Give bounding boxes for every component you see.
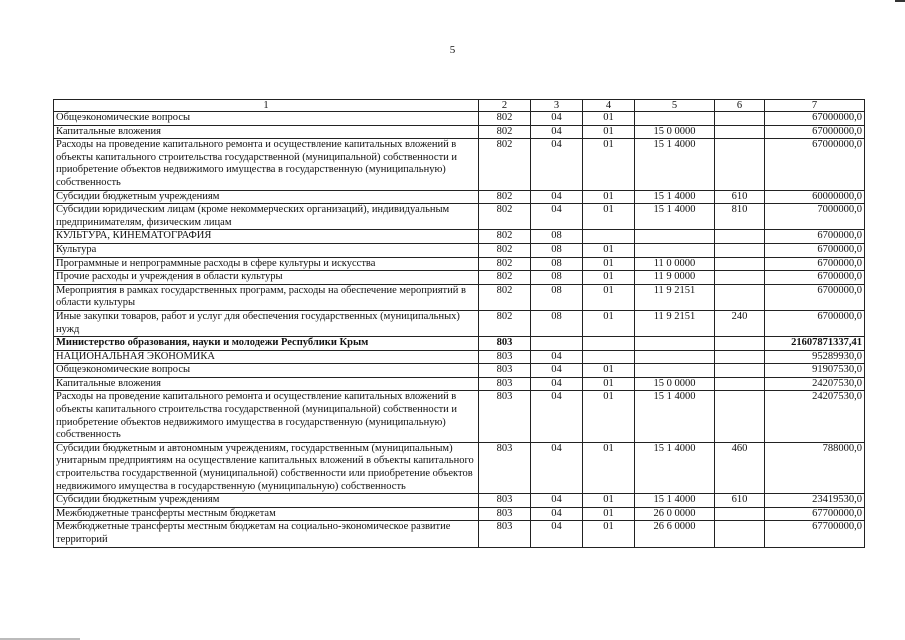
row-name-cell: Капитальные вложения xyxy=(54,125,479,139)
row-csr-cell: 15 0 0000 xyxy=(635,377,715,391)
row-vr-cell: 610 xyxy=(715,190,765,204)
row-csr-cell: 15 0 0000 xyxy=(635,125,715,139)
row-sum-cell: 6700000,0 xyxy=(765,310,865,336)
row-vr-cell xyxy=(715,507,765,521)
row-razdel-cell: 04 xyxy=(531,204,583,230)
table-row xyxy=(54,442,865,493)
row-razdel-cell: 04 xyxy=(531,190,583,204)
row-vr-cell: 810 xyxy=(715,204,765,230)
row-podrazdel-cell: 01 xyxy=(583,271,635,285)
budget-table xyxy=(53,99,865,548)
row-vedom-cell: 802 xyxy=(479,204,531,230)
row-vr-cell xyxy=(715,230,765,244)
row-vr-cell: 240 xyxy=(715,310,765,336)
row-podrazdel-cell: 01 xyxy=(583,112,635,126)
row-podrazdel-cell xyxy=(583,230,635,244)
row-razdel-cell: 04 xyxy=(531,364,583,378)
table-row xyxy=(54,377,865,391)
row-vedom-cell: 802 xyxy=(479,112,531,126)
row-podrazdel-cell: 01 xyxy=(583,125,635,139)
row-vedom-cell: 803 xyxy=(479,377,531,391)
row-vedom-cell: 802 xyxy=(479,257,531,271)
row-razdel-cell: 08 xyxy=(531,243,583,257)
row-csr-cell: 15 1 4000 xyxy=(635,391,715,442)
row-csr-cell: 11 9 2151 xyxy=(635,310,715,336)
row-vr-cell xyxy=(715,243,765,257)
row-csr-cell: 15 1 4000 xyxy=(635,204,715,230)
row-name-cell: Субсидии бюджетным учреждениям xyxy=(54,494,479,508)
row-sum-cell: 6700000,0 xyxy=(765,257,865,271)
row-name-cell: Программные и непрограммные расходы в сфере культуры и искусства xyxy=(54,257,479,271)
row-vedom-cell: 802 xyxy=(479,310,531,336)
row-sum-cell: 6700000,0 xyxy=(765,230,865,244)
table-row xyxy=(54,243,865,257)
row-vr-cell: 610 xyxy=(715,494,765,508)
row-vr-cell xyxy=(715,377,765,391)
row-name-cell: Межбюджетные трансферты местным бюджетам xyxy=(54,507,479,521)
row-vr-cell xyxy=(715,139,765,190)
scan-edge-mark xyxy=(895,0,905,2)
table-row xyxy=(54,139,865,190)
row-sum-cell: 6700000,0 xyxy=(765,284,865,310)
header-cell-6: 6 xyxy=(715,100,765,112)
table-row xyxy=(54,190,865,204)
row-podrazdel-cell xyxy=(583,337,635,351)
row-vedom-cell: 803 xyxy=(479,442,531,493)
row-razdel-cell: 04 xyxy=(531,442,583,493)
row-name-cell: Расходы на проведение капитального ремонта и осуществление капитальных вложений в объекты капитального строительства государственной (муниципальной) собственности и приобретение объектов недвижимого имущества в государственную (муниципальную) собственность xyxy=(54,139,479,190)
row-razdel-cell: 04 xyxy=(531,391,583,442)
row-razdel-cell: 04 xyxy=(531,494,583,508)
row-podrazdel-cell: 01 xyxy=(583,310,635,336)
row-vr-cell xyxy=(715,350,765,364)
header-cell-2: 2 xyxy=(479,100,531,112)
table-row xyxy=(54,521,865,547)
row-vedom-cell: 803 xyxy=(479,391,531,442)
budget-table-body xyxy=(54,100,865,548)
row-podrazdel-cell: 01 xyxy=(583,521,635,547)
row-name-cell: Субсидии юридическим лицам (кроме некоммерческих организаций), индивидуальным предпринимателям, физическим лицам xyxy=(54,204,479,230)
row-name-cell: Капитальные вложения xyxy=(54,377,479,391)
header-cell-3: 3 xyxy=(531,100,583,112)
row-sum-cell: 67700000,0 xyxy=(765,521,865,547)
row-razdel-cell: 04 xyxy=(531,112,583,126)
header-cell-5: 5 xyxy=(635,100,715,112)
row-csr-cell: 11 0 0000 xyxy=(635,257,715,271)
row-csr-cell xyxy=(635,243,715,257)
row-vedom-cell: 803 xyxy=(479,337,531,351)
row-sum-cell: 24207530,0 xyxy=(765,377,865,391)
table-row xyxy=(54,494,865,508)
row-sum-cell: 7000000,0 xyxy=(765,204,865,230)
row-sum-cell: 60000000,0 xyxy=(765,190,865,204)
row-podrazdel-cell: 01 xyxy=(583,507,635,521)
row-sum-cell: 67700000,0 xyxy=(765,507,865,521)
table-row xyxy=(54,364,865,378)
row-name-cell: Субсидии бюджетным и автономным учреждениям, государственным (муниципальным) унитарным предприятиям на осуществление капитальных вложений в объекты капитального строительства государственной (муниципальной) собственности или приобретение объектов недвижимого имущества в государственную (муниципальную) собственность xyxy=(54,442,479,493)
row-csr-cell: 15 1 4000 xyxy=(635,139,715,190)
row-podrazdel-cell: 01 xyxy=(583,364,635,378)
table-row xyxy=(54,350,865,364)
row-csr-cell: 15 1 4000 xyxy=(635,494,715,508)
row-vedom-cell: 802 xyxy=(479,284,531,310)
table-row xyxy=(54,507,865,521)
row-razdel-cell: 08 xyxy=(531,284,583,310)
row-csr-cell xyxy=(635,364,715,378)
row-csr-cell: 26 6 0000 xyxy=(635,521,715,547)
row-vedom-cell: 803 xyxy=(479,350,531,364)
row-podrazdel-cell: 01 xyxy=(583,442,635,493)
header-row xyxy=(54,100,865,112)
table-row xyxy=(54,391,865,442)
row-razdel-cell: 04 xyxy=(531,377,583,391)
row-csr-cell xyxy=(635,337,715,351)
page-number: 5 xyxy=(449,44,456,56)
row-podrazdel-cell: 01 xyxy=(583,243,635,257)
row-csr-cell: 26 0 0000 xyxy=(635,507,715,521)
table-row xyxy=(54,125,865,139)
row-razdel-cell xyxy=(531,337,583,351)
row-vr-cell xyxy=(715,521,765,547)
row-podrazdel-cell: 01 xyxy=(583,257,635,271)
row-name-cell: Министерство образования, науки и молодежи Республики Крым xyxy=(54,337,479,351)
row-sum-cell: 24207530,0 xyxy=(765,391,865,442)
row-name-cell: Межбюджетные трансферты местным бюджетам на социально-экономическое развитие территорий xyxy=(54,521,479,547)
row-name-cell: Общеэкономические вопросы xyxy=(54,112,479,126)
row-sum-cell: 6700000,0 xyxy=(765,271,865,285)
row-name-cell: КУЛЬТУРА, КИНЕМАТОГРАФИЯ xyxy=(54,230,479,244)
header-cell-1: 1 xyxy=(54,100,479,112)
row-name-cell: НАЦИОНАЛЬНАЯ ЭКОНОМИКА xyxy=(54,350,479,364)
table-row xyxy=(54,310,865,336)
row-name-cell: Мероприятия в рамках государственных программ, расходы на обеспечение мероприятий в области культуры xyxy=(54,284,479,310)
row-sum-cell: 788000,0 xyxy=(765,442,865,493)
row-vr-cell xyxy=(715,271,765,285)
row-csr-cell: 11 9 2151 xyxy=(635,284,715,310)
row-csr-cell xyxy=(635,112,715,126)
row-podrazdel-cell: 01 xyxy=(583,204,635,230)
row-vedom-cell: 803 xyxy=(479,494,531,508)
row-csr-cell: 15 1 4000 xyxy=(635,442,715,493)
row-vedom-cell: 802 xyxy=(479,139,531,190)
row-podrazdel-cell xyxy=(583,350,635,364)
row-vedom-cell: 803 xyxy=(479,507,531,521)
row-vedom-cell: 803 xyxy=(479,521,531,547)
table-row xyxy=(54,284,865,310)
row-sum-cell: 95289930,0 xyxy=(765,350,865,364)
row-vr-cell xyxy=(715,391,765,442)
table-row xyxy=(54,112,865,126)
row-sum-cell: 67000000,0 xyxy=(765,139,865,190)
row-podrazdel-cell: 01 xyxy=(583,284,635,310)
row-vr-cell: 460 xyxy=(715,442,765,493)
row-sum-cell: 6700000,0 xyxy=(765,243,865,257)
row-vr-cell xyxy=(715,257,765,271)
row-podrazdel-cell: 01 xyxy=(583,190,635,204)
row-vedom-cell: 802 xyxy=(479,271,531,285)
row-vedom-cell: 803 xyxy=(479,364,531,378)
row-csr-cell: 15 1 4000 xyxy=(635,190,715,204)
row-sum-cell: 91907530,0 xyxy=(765,364,865,378)
row-vr-cell xyxy=(715,337,765,351)
row-podrazdel-cell: 01 xyxy=(583,494,635,508)
header-cell-7: 7 xyxy=(765,100,865,112)
row-razdel-cell: 08 xyxy=(531,257,583,271)
row-razdel-cell: 04 xyxy=(531,507,583,521)
row-csr-cell: 11 9 0000 xyxy=(635,271,715,285)
table-row xyxy=(54,337,865,351)
row-vedom-cell: 802 xyxy=(479,243,531,257)
row-razdel-cell: 04 xyxy=(531,521,583,547)
table-row xyxy=(54,271,865,285)
row-vr-cell xyxy=(715,112,765,126)
row-vr-cell xyxy=(715,284,765,310)
row-razdel-cell: 04 xyxy=(531,350,583,364)
row-vedom-cell: 802 xyxy=(479,125,531,139)
row-vedom-cell: 802 xyxy=(479,230,531,244)
row-podrazdel-cell: 01 xyxy=(583,377,635,391)
row-name-cell: Культура xyxy=(54,243,479,257)
row-razdel-cell: 04 xyxy=(531,139,583,190)
header-cell-4: 4 xyxy=(583,100,635,112)
row-name-cell: Субсидии бюджетным учреждениям xyxy=(54,190,479,204)
row-razdel-cell: 04 xyxy=(531,125,583,139)
row-name-cell: Расходы на проведение капитального ремонта и осуществление капитальных вложений в объекты капитального строительства государственной (муниципальной) собственности и приобретение объектов недвижимого имущества в государственную (муниципальную) собственность xyxy=(54,391,479,442)
row-razdel-cell: 08 xyxy=(531,230,583,244)
row-sum-cell: 67000000,0 xyxy=(765,125,865,139)
row-name-cell: Иные закупки товаров, работ и услуг для обеспечения государственных (муниципальных) нужд xyxy=(54,310,479,336)
row-razdel-cell: 08 xyxy=(531,310,583,336)
table-row xyxy=(54,230,865,244)
row-name-cell: Прочие расходы и учреждения в области культуры xyxy=(54,271,479,285)
row-razdel-cell: 08 xyxy=(531,271,583,285)
row-vr-cell xyxy=(715,125,765,139)
row-name-cell: Общеэкономические вопросы xyxy=(54,364,479,378)
row-podrazdel-cell: 01 xyxy=(583,391,635,442)
row-csr-cell xyxy=(635,350,715,364)
table-row xyxy=(54,257,865,271)
row-podrazdel-cell: 01 xyxy=(583,139,635,190)
row-vr-cell xyxy=(715,364,765,378)
row-csr-cell xyxy=(635,230,715,244)
table-row xyxy=(54,204,865,230)
row-sum-cell: 67000000,0 xyxy=(765,112,865,126)
row-sum-cell: 23419530,0 xyxy=(765,494,865,508)
row-vedom-cell: 802 xyxy=(479,190,531,204)
row-sum-cell: 21607871337,41 xyxy=(765,337,865,351)
